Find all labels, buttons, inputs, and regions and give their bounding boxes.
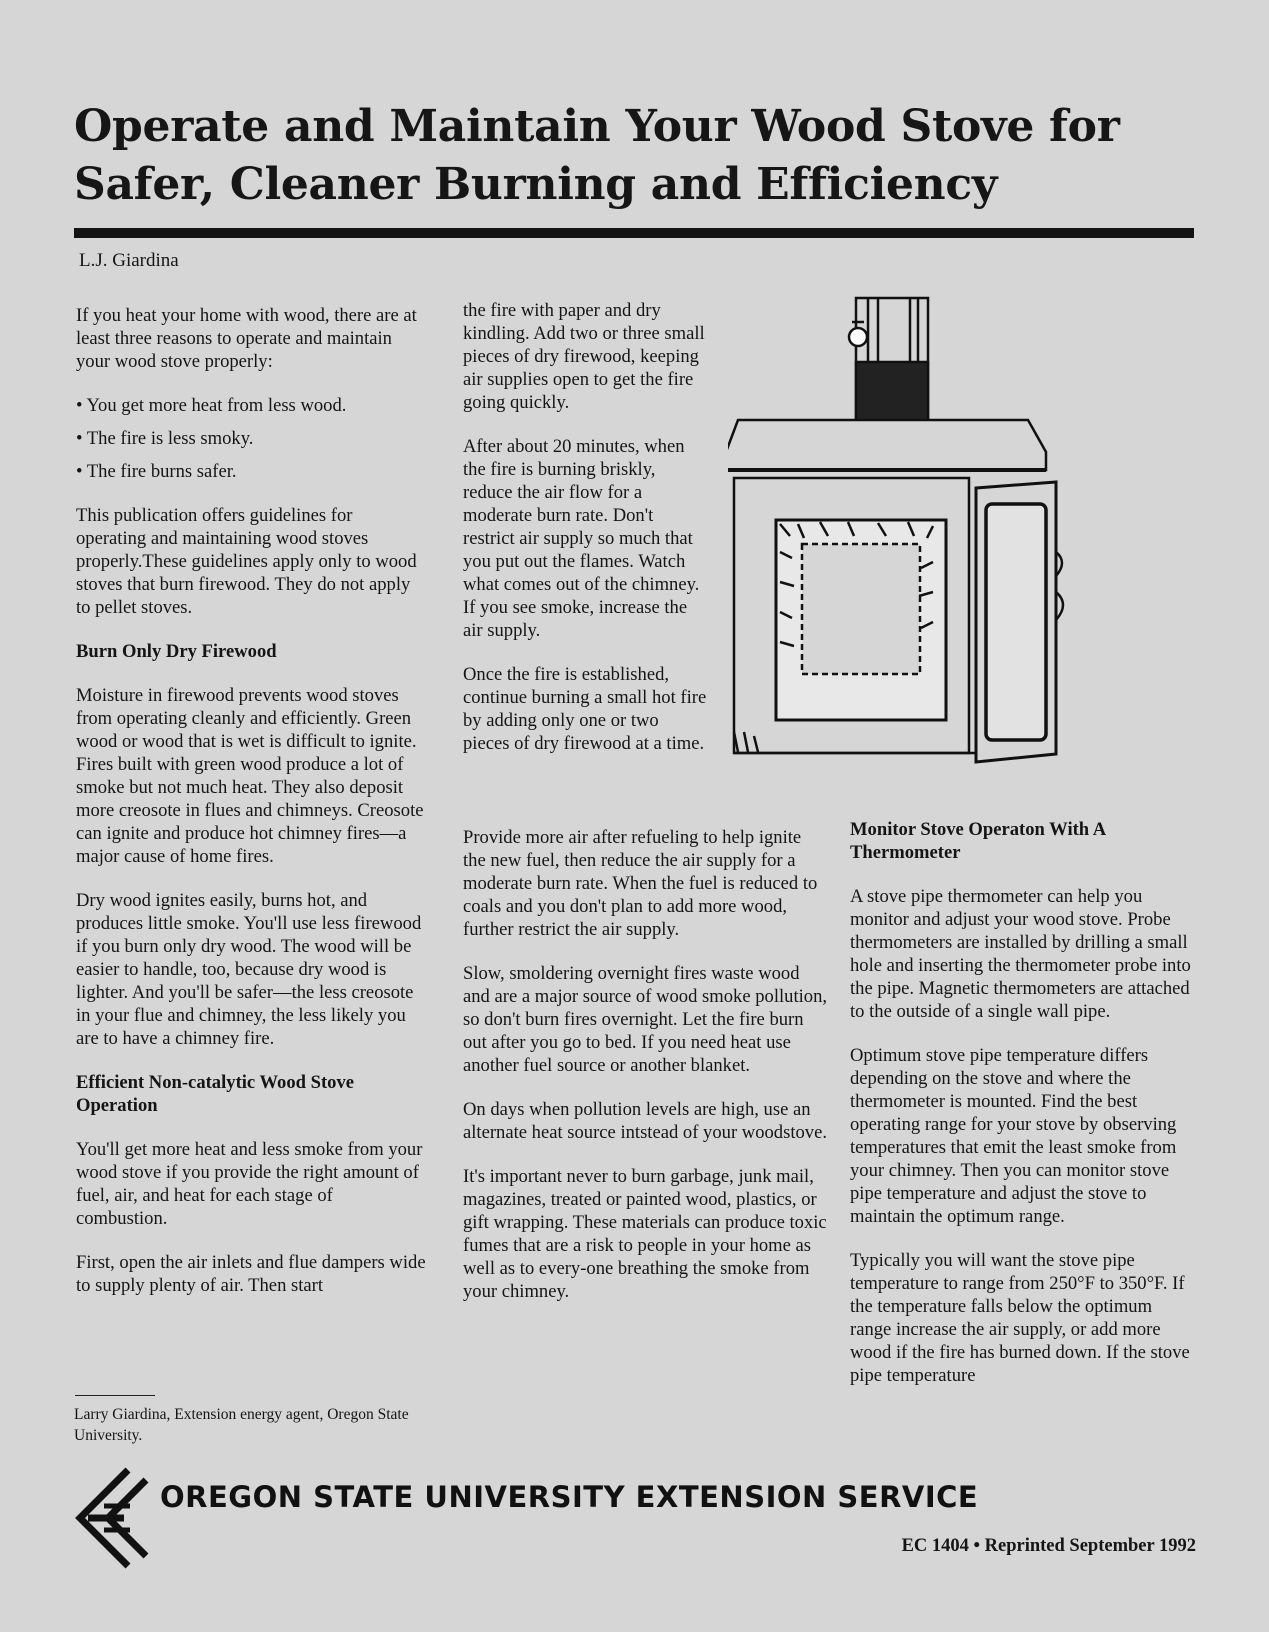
- footnote-rule: [75, 1395, 155, 1396]
- paragraph: Dry wood ignites easily, burns hot, and produces little smoke. You'll use less firewood if you burn only dry wood. The wood will be easier to handle, too, because dry wood is lighter. And you'll be safer—the less creosote in your flue and chimney, the less likely you are to have a chimney fire.: [76, 890, 422, 1049]
- section-heading-thermometer: Monitor Stove Operaton With A Thermometer: [850, 819, 1106, 863]
- paragraph: You'll get more heat and less smoke from your wood stove if you provide the right amount of fuel, air, and heat for each stage of combustion.: [76, 1139, 423, 1229]
- paragraph: This publication offers guidelines for operating and maintaining wood stoves properly.These guidelines apply only to wood stoves that burn firewood. They do not apply to pellet stoves.: [76, 505, 417, 618]
- paragraph: Slow, smoldering overnight fires waste wood and are a major source of wood smoke pollution, so don't burn fires overnight. Let the fire burn out after you go to bed. If you need heat use another fuel source or another blanket.: [463, 963, 828, 1076]
- page-title: Operate and Maintain Your Wood Stove for Safer, Cleaner Burning and Efficiency: [74, 101, 1120, 210]
- title-rule: [74, 228, 1194, 238]
- section-heading-dry-firewood: Burn Only Dry Firewood: [76, 641, 277, 662]
- paragraph: Typically you will want the stove pipe temperature to range from 250°F to 350°F. If the temperature falls below the optimum range increase the air supply, or add more wood if the fire has burned down. If the stove pipe temperature: [850, 1250, 1190, 1386]
- section-heading-noncatalytic: Efficient Non-catalytic Wood Stove Operation: [76, 1072, 355, 1116]
- paragraph: First, open the air inlets and flue dampers wide to supply plenty of air. Then start: [76, 1252, 426, 1296]
- paragraph: the fire with paper and dry kindling. Add two or three small pieces of dry firewood, keeping air supplies open to get the fire going quickly.: [463, 300, 705, 413]
- column-2-upper: [463, 299, 708, 776]
- list-item: • The fire is less smoky.: [76, 428, 254, 449]
- paragraph: A stove pipe thermometer can help you monitor and adjust your wood stove. Probe thermometers are installed by drilling a small hole and inserting the thermometer probe into the pipe. Magnetic thermometers are attached to the outside of a single wall pipe.: [850, 886, 1191, 1022]
- column-2-lower: [463, 826, 828, 1324]
- publication-number: EC 1404 • Reprinted September 1992: [901, 1536, 1196, 1556]
- list-item: • You get more heat from less wood.: [76, 395, 347, 416]
- reasons-list: [76, 394, 426, 483]
- list-item: • The fire burns safer.: [76, 461, 237, 482]
- osu-extension-service-name: OREGON STATE UNIVERSITY EXTENSION SERVICE: [160, 1480, 979, 1514]
- paragraph: After about 20 minutes, when the fire is burning briskly, reduce the air flow for a moderate burn rate. Don't restrict air supply so much that you put out the flames. Watch what comes out of the chimney. If you see smoke, increase the air supply.: [463, 436, 700, 641]
- paragraph: It's important never to burn garbage, junk mail, magazines, treated or painted wood, plastics, or gift wrapping. These materials can produce toxic fumes that are a risk to people in your home as well as to every-one breathing the smoke from your chimney.: [463, 1166, 827, 1302]
- osu-extension-logo-icon: [66, 1466, 166, 1572]
- paragraph: Moisture in firewood prevents wood stoves from operating cleanly and efficiently. Green wood or wood that is wet is difficult to ignite. Fires built with green wood produce a lot of smoke but not much heat. They also deposit more creosote in flues and chimneys. Creosote can ignite and produce hot chimney fires—a major cause of home fires.: [76, 685, 424, 867]
- paragraph: Once the fire is established, continue burning a small hot fire by adding only one or two pieces of dry firewood at a time.: [463, 664, 707, 754]
- intro-paragraph: If you heat your home with wood, there are at least three reasons to operate and maintain your wood stove properly:: [76, 305, 417, 372]
- paragraph: On days when pollution levels are high, use an alternate heat source intstead of your woodstove.: [463, 1099, 828, 1143]
- paragraph: Optimum stove pipe temperature differs depending on the stove and where the thermometer is mounted. Find the best operating range for your stove by observing temperatures that emit the least smoke from your chimney. Then you can monitor stove pipe temperature and adjust the stove to maintain the optimum range.: [850, 1045, 1177, 1227]
- wood-stove-illustration: [728, 292, 1198, 792]
- column-3: [850, 818, 1195, 1408]
- author: L.J. Giardina: [79, 250, 179, 271]
- paragraph: Provide more air after refueling to help ignite the new fuel, then reduce the air supply for a moderate burn rate. When the fuel is reduced to coals and you don't plan to add more wood, further restrict the air supply.: [463, 827, 818, 940]
- footnote: Larry Giardina, Extension energy agent, Oregon State University.: [74, 1406, 409, 1444]
- column-1: [76, 304, 426, 1318]
